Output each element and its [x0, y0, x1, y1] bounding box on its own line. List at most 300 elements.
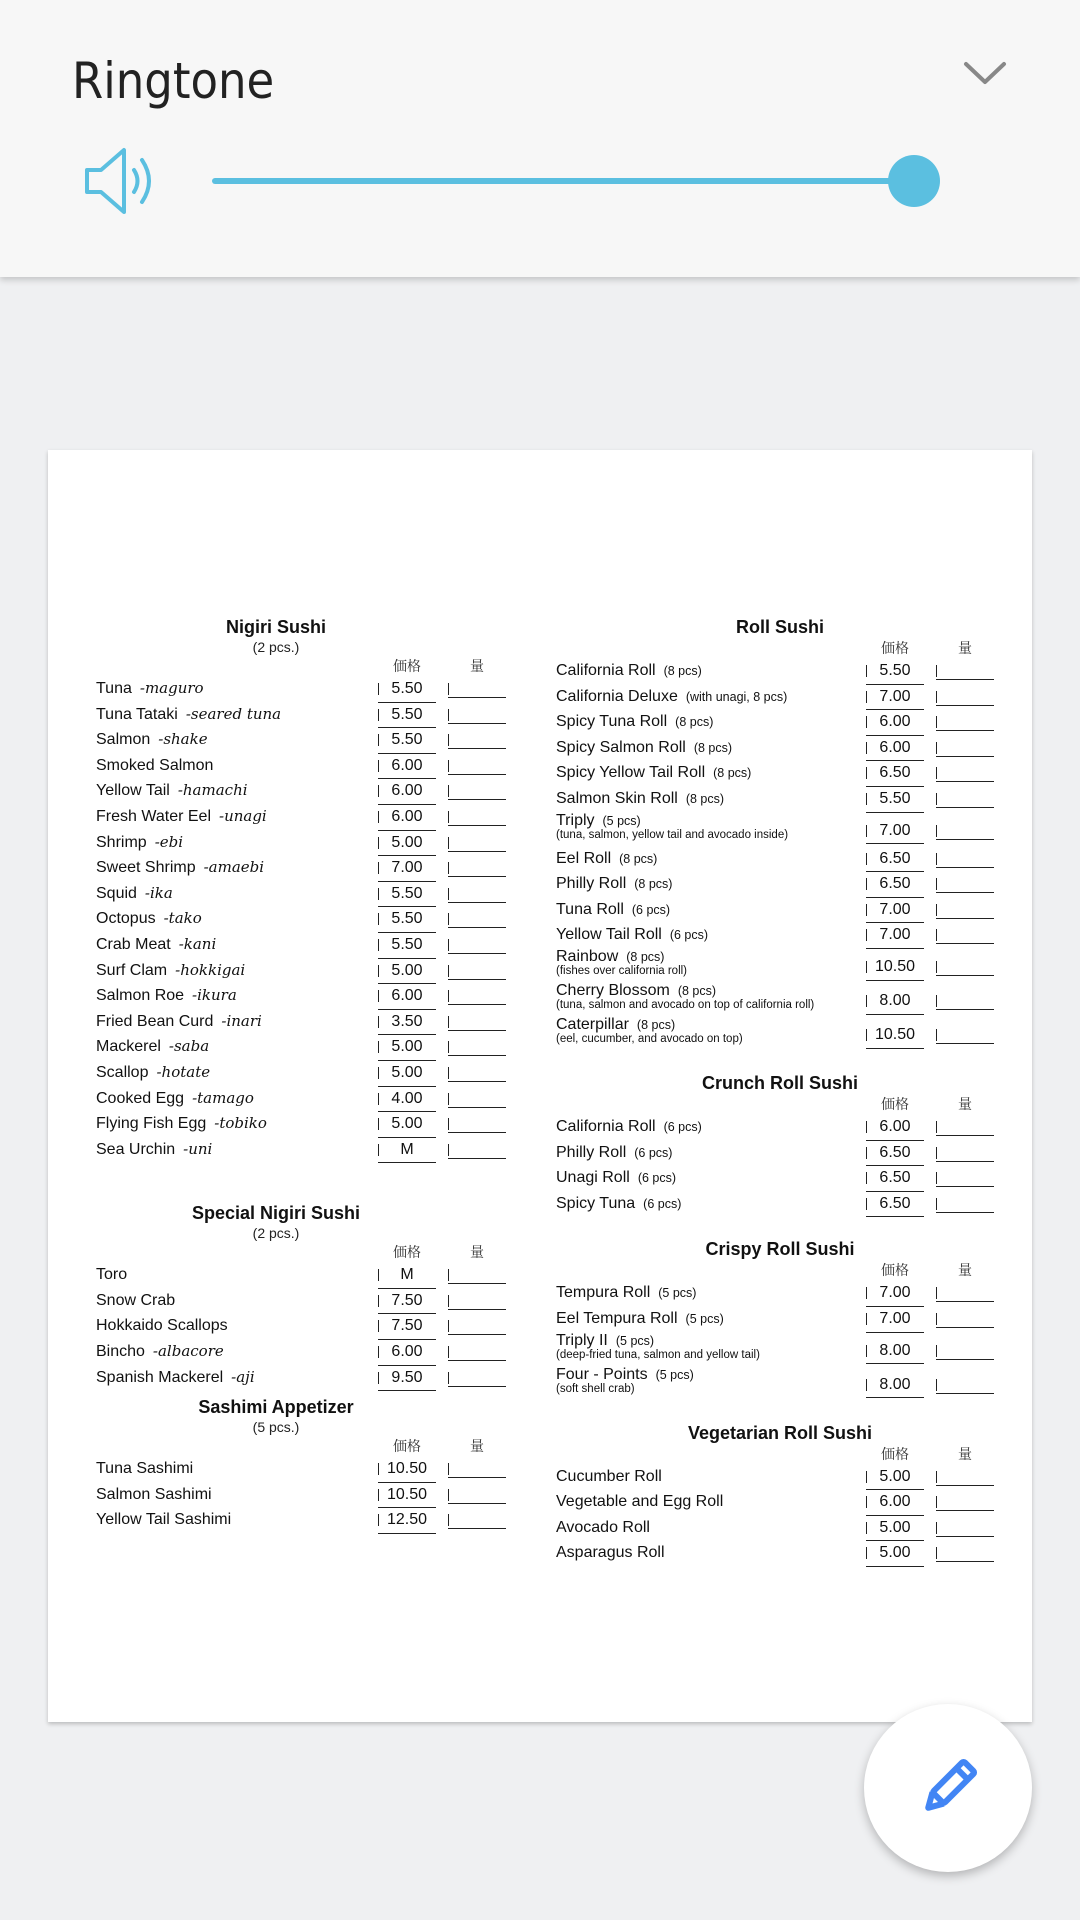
item-name [96, 1482, 212, 1508]
item-name-text: Scallop [96, 1063, 149, 1081]
item-quantity-field[interactable] [448, 1313, 506, 1335]
column-headers [556, 1260, 1004, 1280]
item-quantity-field[interactable] [936, 1191, 994, 1213]
item-quantity-field[interactable] [936, 1114, 994, 1136]
item-name [96, 830, 183, 856]
item-name [556, 1540, 665, 1566]
item-price: 7.00 [866, 922, 924, 949]
item-quantity-field[interactable] [936, 735, 994, 757]
item-quantity-field[interactable] [448, 1086, 506, 1108]
menu-item [96, 1365, 516, 1391]
item-quantity-field[interactable] [936, 1022, 994, 1044]
price-header: 価格 [881, 641, 909, 657]
column-headers [96, 1242, 516, 1262]
item-piece-count: (8 pcs) [713, 766, 752, 781]
menu-item [556, 760, 1004, 786]
qty-header: 量 [958, 1096, 972, 1113]
menu-item [96, 1288, 516, 1314]
item-name [556, 1280, 696, 1307]
item-name-text: Spanish Mackerel [96, 1368, 224, 1386]
item-quantity-field[interactable] [936, 760, 994, 782]
item-price: 7.00 [866, 818, 924, 845]
item-quantity-field[interactable] [448, 1060, 506, 1082]
item-japanese-name: -inari [221, 1011, 262, 1030]
item-piece-count: (6 pcs) [643, 1196, 682, 1211]
item-quantity-field[interactable] [936, 1372, 994, 1394]
section-roll-sushi [556, 616, 1004, 1050]
item-piece-count: (5 pcs) [602, 813, 641, 828]
item-price: 6.50 [866, 1191, 924, 1218]
item-piece-count: (6 pcs) [669, 928, 709, 943]
section-crunch-roll [556, 1072, 1004, 1216]
item-price: 6.50 [866, 871, 924, 898]
item-name [96, 1111, 267, 1137]
item-piece-count: (5 pcs) [655, 1367, 694, 1382]
item-quantity-field[interactable] [448, 830, 506, 852]
item-name-text: Yellow Tail Roll [556, 926, 662, 944]
item-price: 7.00 [866, 1306, 924, 1333]
item-name-text: Avocado Roll [556, 1518, 650, 1536]
item-price: 7.00 [866, 1280, 924, 1307]
item-name-text: Spicy Yellow Tail Roll [556, 764, 706, 782]
item-quantity-field[interactable] [936, 1306, 994, 1328]
qty-header: 量 [958, 641, 972, 657]
item-name [556, 684, 787, 711]
item-name-text: Tempura Roll [556, 1284, 651, 1302]
menu-item [96, 830, 516, 856]
menu-item [96, 676, 516, 702]
menu-item [96, 778, 516, 804]
menu-item [96, 702, 516, 728]
item-quantity-field[interactable] [936, 1540, 994, 1562]
item-piece-count: (5 pcs) [658, 1286, 697, 1301]
item-price: 5.50 [866, 658, 924, 685]
item-japanese-name: -uni [183, 1139, 213, 1158]
item-name [556, 658, 702, 685]
item-price: 7.00 [866, 897, 924, 924]
item-name-text: Smoked Salmon [96, 756, 214, 774]
menu-item [556, 1280, 1004, 1306]
menu-item [96, 1009, 516, 1035]
menu-item [556, 982, 1004, 1016]
item-name-text: Yellow Tail [96, 782, 170, 800]
price-header: 価格 [881, 1446, 909, 1463]
menu-item [556, 1540, 1004, 1566]
item-quantity-field[interactable] [936, 1464, 994, 1486]
item-quantity-field[interactable] [936, 658, 994, 680]
menu-item [96, 1456, 516, 1482]
item-name-text: Unagi Roll [556, 1169, 630, 1187]
item-name [96, 1060, 210, 1086]
column-headers [556, 638, 1004, 658]
item-piece-count: (6 pcs) [634, 1145, 673, 1160]
item-name-text: Four - Points [556, 1365, 648, 1383]
menu-item [96, 727, 516, 753]
item-name-text: Crab Meat [96, 935, 171, 953]
item-name-text: Sweet Shrimp [96, 859, 196, 877]
item-price: 5.50 [866, 786, 924, 813]
item-name [96, 804, 267, 830]
item-piece-count: (8 pcs) [663, 664, 702, 678]
menu-item [556, 1165, 1004, 1191]
menu-left-column [96, 616, 516, 1533]
section-subtitle: (2 pcs.) [252, 1225, 300, 1242]
item-quantity-field[interactable] [936, 1140, 994, 1162]
menu-item [556, 1489, 1004, 1515]
item-name [96, 727, 208, 753]
item-name-text: Snow Crab [96, 1291, 176, 1309]
menu-item [96, 983, 516, 1009]
volume-slider-thumb[interactable] [888, 155, 940, 207]
item-name [556, 709, 713, 736]
speaker-icon[interactable] [84, 146, 158, 216]
item-name-text: Yellow Tail Sashimi [96, 1511, 232, 1529]
item-quantity-field[interactable] [936, 818, 994, 840]
item-name-text: Rainbow [556, 947, 619, 965]
item-name [96, 881, 173, 907]
section-title: Roll Sushi [735, 617, 824, 637]
menu-item [96, 1507, 516, 1533]
item-japanese-name: -amaebi [203, 858, 265, 877]
item-name-text: Tuna Sashimi [96, 1460, 194, 1478]
item-quantity-field[interactable] [448, 1365, 506, 1387]
item-price: 7.50 [378, 1288, 436, 1315]
item-japanese-name: -shake [158, 730, 208, 749]
item-name-text: Mackerel [96, 1038, 161, 1056]
item-quantity-field[interactable] [936, 954, 994, 976]
item-name-text: Triply [556, 811, 595, 829]
item-description: (tuna, salmon and avocado on top of california roll) [556, 998, 815, 1011]
item-name-text: Eel Tempura Roll [556, 1309, 678, 1327]
item-name-text: Spicy Tuna Roll [556, 713, 668, 731]
item-name [96, 1034, 209, 1060]
item-name [556, 1191, 681, 1218]
section-title: Sashimi Appetizer [198, 1397, 354, 1418]
item-price: 9.50 [378, 1365, 436, 1392]
item-price: 6.50 [866, 1165, 924, 1192]
item-price: 5.50 [378, 881, 436, 908]
volume-panel [0, 0, 1080, 277]
item-name [556, 871, 672, 898]
item-quantity-field[interactable] [448, 1507, 506, 1529]
item-name-text: Vegetable and Egg Roll [556, 1493, 724, 1511]
item-name [96, 1456, 193, 1482]
item-quantity-field[interactable] [448, 753, 506, 775]
item-name [96, 958, 245, 984]
item-name [96, 1365, 255, 1391]
item-japanese-name: -tamago [192, 1088, 254, 1107]
column-headers [96, 656, 516, 676]
item-name [556, 760, 751, 787]
item-name [96, 1009, 262, 1035]
item-price: 5.00 [866, 1540, 924, 1567]
item-quantity-field[interactable] [448, 1482, 506, 1504]
item-price: 10.50 [378, 1456, 436, 1483]
item-piece-count: (8 pcs) [636, 1017, 676, 1032]
item-quantity-field[interactable] [448, 727, 506, 749]
item-quantity-field[interactable] [936, 709, 994, 731]
menu-item [96, 1086, 516, 1112]
item-piece-count: (8 pcs) [619, 851, 658, 866]
item-quantity-field[interactable] [936, 1338, 994, 1360]
section-subtitle: (2 pcs.) [252, 639, 300, 655]
item-quantity-field[interactable] [448, 958, 506, 980]
item-quantity-field[interactable] [448, 1009, 506, 1031]
item-name-text: Sea Urchin [96, 1140, 176, 1158]
item-price: 6.00 [378, 778, 436, 805]
item-quantity-field[interactable] [448, 1262, 506, 1284]
item-name [556, 897, 670, 924]
item-name-text: Cooked Egg [96, 1089, 185, 1107]
item-name-text: Octopus [96, 910, 156, 928]
item-quantity-field[interactable] [448, 1137, 506, 1159]
item-name-text: Salmon Roe [96, 987, 185, 1005]
volume-stream-title: Ringtone [72, 52, 275, 110]
item-price: 10.50 [866, 954, 924, 981]
item-price: 6.00 [866, 735, 924, 762]
item-quantity-field[interactable] [448, 702, 506, 724]
item-quantity-field[interactable] [448, 778, 506, 800]
menu-item [96, 1482, 516, 1508]
item-price: 6.50 [866, 760, 924, 787]
item-name-text: Philly Roll [556, 875, 627, 893]
item-name [96, 932, 216, 958]
item-piece-count: (6 pcs) [663, 1119, 702, 1134]
item-name [96, 1262, 127, 1288]
item-japanese-name: -ikura [192, 986, 237, 1005]
menu-item [556, 1366, 1004, 1400]
item-piece-count: (6 pcs) [631, 902, 671, 917]
item-piece-count: (8 pcs) [693, 740, 733, 755]
item-price: 5.00 [378, 1111, 436, 1138]
item-name-text: Salmon Sashimi [96, 1485, 212, 1503]
document-page [48, 450, 1032, 1722]
column-headers [556, 1444, 1004, 1464]
column-headers [96, 1436, 516, 1456]
menu-item [556, 1140, 1004, 1166]
item-name [556, 1464, 662, 1490]
menu-item [96, 804, 516, 830]
item-name [556, 846, 657, 873]
item-name-text: Cherry Blossom [556, 981, 670, 999]
menu-item [96, 1060, 516, 1086]
section-title: Crispy Roll Sushi [705, 1239, 855, 1260]
item-quantity-field[interactable] [936, 871, 994, 893]
item-name-text: Tuna [96, 680, 132, 697]
item-price: 5.50 [378, 702, 436, 729]
item-japanese-name: -hamachi [177, 781, 248, 800]
item-name [96, 1507, 231, 1533]
item-name-text: Toro [96, 1266, 128, 1284]
chevron-down-icon[interactable] [962, 58, 1008, 88]
price-header: 価格 [881, 1263, 909, 1280]
item-quantity-field[interactable] [448, 676, 506, 698]
item-name [96, 676, 204, 702]
item-price: 8.00 [866, 1372, 924, 1399]
item-name [96, 753, 213, 779]
menu-item [96, 1034, 516, 1060]
item-name-text: Surf Clam [96, 961, 168, 979]
item-name-text: Bincho [96, 1343, 145, 1361]
item-quantity-field[interactable] [936, 988, 994, 1010]
item-price: M [378, 1137, 436, 1164]
volume-slider-track[interactable] [212, 178, 914, 184]
item-name-text: Salmon Skin Roll [556, 789, 678, 807]
item-name [96, 855, 264, 881]
item-price: 5.00 [378, 830, 436, 857]
menu-item [96, 1339, 516, 1365]
menu-item [556, 709, 1004, 735]
item-name-text: California Roll [556, 662, 656, 679]
menu-item [556, 684, 1004, 710]
item-price: 7.50 [378, 1313, 436, 1340]
item-japanese-name: -hotate [156, 1062, 211, 1081]
item-name [96, 1086, 254, 1112]
item-quantity-field[interactable] [448, 855, 506, 877]
menu-item [96, 855, 516, 881]
item-quantity-field[interactable] [936, 684, 994, 706]
item-name [96, 906, 202, 932]
section-crispy-roll [556, 1238, 1004, 1399]
menu-item [96, 1137, 516, 1163]
section-title: Nigiri Sushi [225, 617, 326, 637]
item-quantity-field[interactable] [448, 983, 506, 1005]
item-price: 4.00 [378, 1086, 436, 1113]
item-price: 6.00 [378, 804, 436, 831]
item-name-text: Shrimp [96, 833, 147, 851]
item-name-text: California Roll [556, 1117, 656, 1135]
item-japanese-name: -maguro [139, 679, 204, 697]
qty-header: 量 [470, 1439, 484, 1456]
menu-item [556, 1191, 1004, 1217]
menu-item [96, 906, 516, 932]
item-price: 6.00 [866, 1489, 924, 1516]
item-piece-count: (with unagi, 8 pcs) [685, 689, 788, 704]
item-name [556, 1165, 676, 1192]
item-quantity-field[interactable] [936, 922, 994, 944]
item-price: 5.50 [378, 932, 436, 959]
menu-right-column [556, 616, 1004, 1566]
section-nigiri-sushi [96, 616, 516, 1162]
item-description: (deep-fried tuna, salmon and yellow tail) [556, 1348, 760, 1361]
item-price: 6.00 [378, 753, 436, 780]
item-price: 3.50 [378, 1009, 436, 1036]
column-headers [556, 1094, 1004, 1114]
menu-item [556, 1114, 1004, 1140]
menu-item [96, 1262, 516, 1288]
item-price: 10.50 [866, 1022, 924, 1049]
item-japanese-name: -tobiko [214, 1114, 267, 1133]
item-name-text: Eel Roll [556, 849, 612, 867]
item-japanese-name: -saba [168, 1037, 210, 1056]
item-price: 7.00 [378, 855, 436, 882]
item-quantity-field[interactable] [936, 1165, 994, 1187]
item-name-text: Philly Roll [556, 1143, 627, 1161]
item-price: 5.00 [866, 1515, 924, 1542]
qty-header: 量 [470, 1245, 484, 1262]
item-name-text: Spicy Salmon Roll [556, 738, 686, 756]
item-quantity-field[interactable] [936, 786, 994, 808]
item-quantity-field[interactable] [936, 1515, 994, 1537]
menu-item [556, 1016, 1004, 1050]
item-price: 5.50 [378, 676, 436, 703]
item-japanese-name: -ebi [154, 832, 184, 851]
item-quantity-field[interactable] [936, 897, 994, 919]
item-description: (fishes over california roll) [556, 964, 688, 977]
item-quantity-field[interactable] [448, 1288, 506, 1310]
item-name [96, 1288, 175, 1314]
section-title: Special Nigiri Sushi [191, 1203, 361, 1224]
item-description: (tuna, salmon, yellow tail and avocado inside) [556, 828, 789, 841]
price-header: 価格 [393, 1439, 421, 1456]
item-piece-count: (8 pcs) [675, 715, 714, 730]
menu-item [556, 871, 1004, 897]
item-price: 6.00 [378, 983, 436, 1010]
section-title: Vegetarian Roll Sushi [687, 1422, 873, 1443]
item-quantity-field[interactable] [448, 1456, 506, 1478]
item-name [96, 1313, 228, 1339]
item-name-text: Tuna Roll [556, 900, 624, 918]
item-price: 8.00 [866, 988, 924, 1015]
item-quantity-field[interactable] [448, 1034, 506, 1056]
item-price: 6.00 [866, 709, 924, 736]
item-price: 5.50 [378, 727, 436, 754]
item-piece-count: (6 pcs) [637, 1171, 677, 1186]
item-japanese-name: -kani [178, 934, 217, 953]
item-name-text: Cucumber Roll [556, 1467, 662, 1485]
menu-item [96, 932, 516, 958]
menu-item [556, 658, 1004, 684]
item-name-text: Salmon [96, 731, 151, 749]
item-quantity-field[interactable] [448, 906, 506, 928]
item-japanese-name: -tako [163, 909, 202, 928]
item-quantity-field[interactable] [936, 1280, 994, 1302]
item-name [556, 1489, 723, 1515]
item-name-text: Spicy Tuna [556, 1194, 636, 1212]
qty-header: 量 [470, 659, 484, 675]
menu-item [556, 1332, 1004, 1366]
item-description: (soft shell crab) [556, 1382, 635, 1395]
section-subtitle: (5 pcs.) [252, 1419, 300, 1436]
item-japanese-name: -unagi [219, 806, 267, 825]
item-piece-count: (5 pcs) [615, 1333, 655, 1348]
item-price: 8.00 [866, 1338, 924, 1365]
item-quantity-field[interactable] [448, 932, 506, 954]
section-vegetarian-roll [556, 1422, 1004, 1566]
menu-item [96, 1313, 516, 1339]
edit-fab-button[interactable] [864, 1704, 1032, 1872]
item-quantity-field[interactable] [448, 1339, 506, 1361]
item-quantity-field[interactable] [448, 881, 506, 903]
item-name [96, 1137, 212, 1163]
item-price: 5.50 [378, 906, 436, 933]
item-quantity-field[interactable] [448, 1111, 506, 1133]
item-quantity-field[interactable] [448, 804, 506, 826]
item-piece-count: (8 pcs) [677, 983, 717, 998]
item-price: 12.50 [378, 1507, 436, 1534]
menu-item [556, 1515, 1004, 1541]
item-price: M [378, 1262, 436, 1289]
menu-item [556, 846, 1004, 872]
item-quantity-field[interactable] [936, 846, 994, 868]
item-price: 6.50 [866, 1140, 924, 1167]
item-quantity-field[interactable] [936, 1489, 994, 1511]
menu-item [556, 812, 1004, 846]
menu-item [96, 958, 516, 984]
pencil-icon [914, 1754, 982, 1822]
price-header: 価格 [393, 659, 421, 675]
qty-header: 量 [958, 1446, 972, 1463]
